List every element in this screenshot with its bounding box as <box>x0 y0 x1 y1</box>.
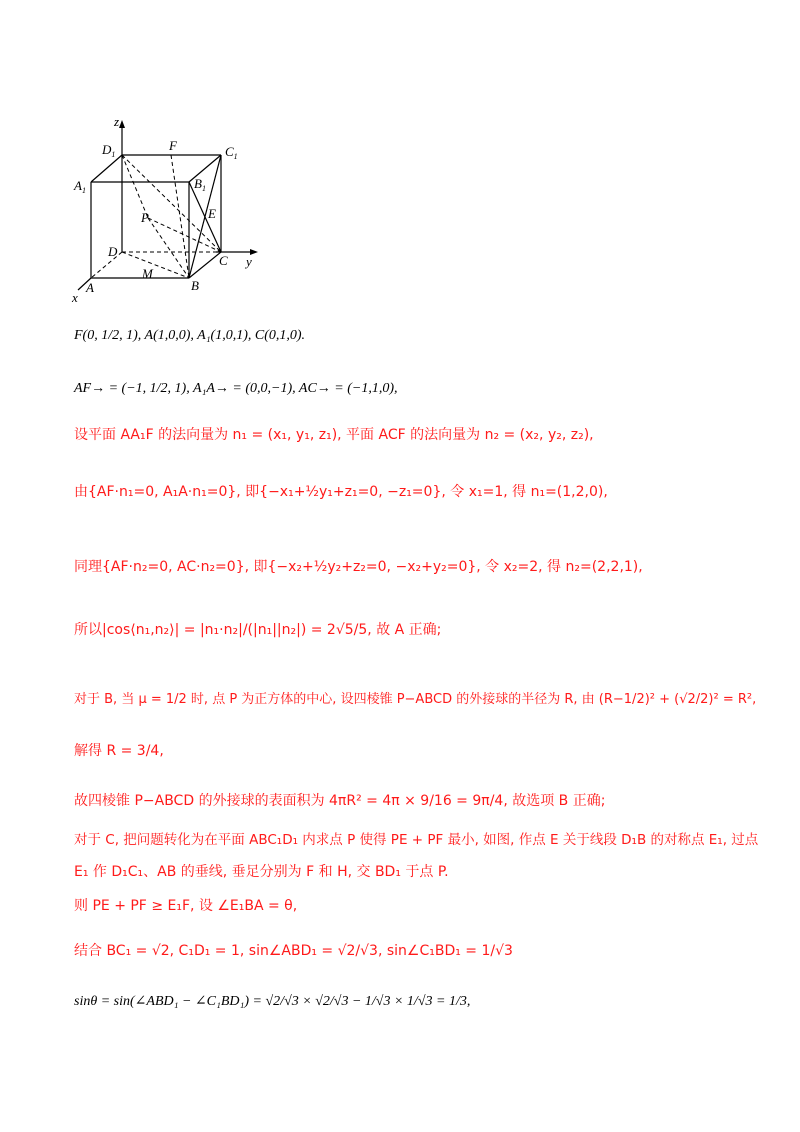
label-x: x <box>72 290 78 305</box>
label-M: M <box>142 266 153 281</box>
label-C1: $C_1$ <box>225 144 238 161</box>
label-D: D <box>108 244 118 259</box>
line-surface-area: 故四棱锥 P−ABCD 的外接球的表面积为 4πR² = 4π × 9/16 = 9π/4, 故选项 B 正确; <box>74 793 606 809</box>
line-case-c: 对于 C, 把问题转化为在平面 ABC₁D₁ 内求点 P 使得 PE + PF 最小, 如图, 作点 E 关于线段 D₁B 的对称点 E₁, 过点 <box>74 832 759 848</box>
label-z: z <box>114 114 120 129</box>
line-sin-theta: sinθ = sin(∠ABD₁ − ∠C₁BD₁) = √2/√3 × √2/√3 − 1/√3 × 1/√3 = 1/3, <box>74 994 471 1009</box>
line-vectors: AF→ = (−1, 1/2, 1), A₁A→ = (0,0,−1), AC→ = (−1,1,0), <box>74 381 398 396</box>
line-cosine: 所以|cos⟨n₁,n₂⟩| = |n₁·n₂|/(|n₁||n₂|) = 2√5/5, 故 A 正确; <box>74 622 442 638</box>
label-y: y <box>246 254 252 269</box>
line-case-b: 对于 B, 当 μ = 1/2 时, 点 P 为正方体的中心, 设四棱锥 P−ABCD 的外接球的半径为 R, 由 (R−1/2)² + (√2/2)² = R², <box>74 692 757 707</box>
label-B1: $B_1$ <box>194 176 206 193</box>
label-B: B <box>191 278 199 293</box>
label-F: F <box>169 138 177 153</box>
label-C: C <box>219 253 228 268</box>
cube-figure <box>66 110 276 310</box>
line-system-1: 由{AF·n₁=0, A₁A·n₁=0}, 即{−x₁+½y₁+z₁=0, −z₁=0}, 令 x₁=1, 得 n₁=(1,2,0), <box>74 484 608 500</box>
line-normal-vectors: 设平面 AA₁F 的法向量为 n₁ = (x₁, y₁, z₁), 平面 ACF 的法向量为 n₂ = (x₂, y₂, z₂), <box>74 427 594 443</box>
label-D1: $D_1$ <box>102 142 116 159</box>
label-P: P <box>141 210 149 225</box>
line-coordinates: F(0, 1/2, 1), A(1,0,0), A₁(1,0,1), C(0,1,0). <box>74 328 306 343</box>
label-A: A <box>86 280 94 295</box>
line-system-2: 同理{AF·n₂=0, AC·n₂=0}, 即{−x₂+½y₂+z₂=0, −x₂+y₂=0}, 令 x₂=2, 得 n₂=(2,2,1), <box>74 559 643 575</box>
label-A1: $A_1$ <box>74 178 86 195</box>
label-E: E <box>208 206 216 221</box>
line-radius: 解得 R = 3/4, <box>74 743 164 759</box>
line-combine: 结合 BC₁ = √2, C₁D₁ = 1, sin∠ABD₁ = √2/√3, sin∠C₁BD₁ = 1/√3 <box>74 943 513 959</box>
line-perpendicular: E₁ 作 D₁C₁、AB 的垂线, 垂足分别为 F 和 H, 交 BD₁ 于点 P. <box>74 864 449 880</box>
line-inequality: 则 PE + PF ≥ E₁F, 设 ∠E₁BA = θ, <box>74 898 298 914</box>
